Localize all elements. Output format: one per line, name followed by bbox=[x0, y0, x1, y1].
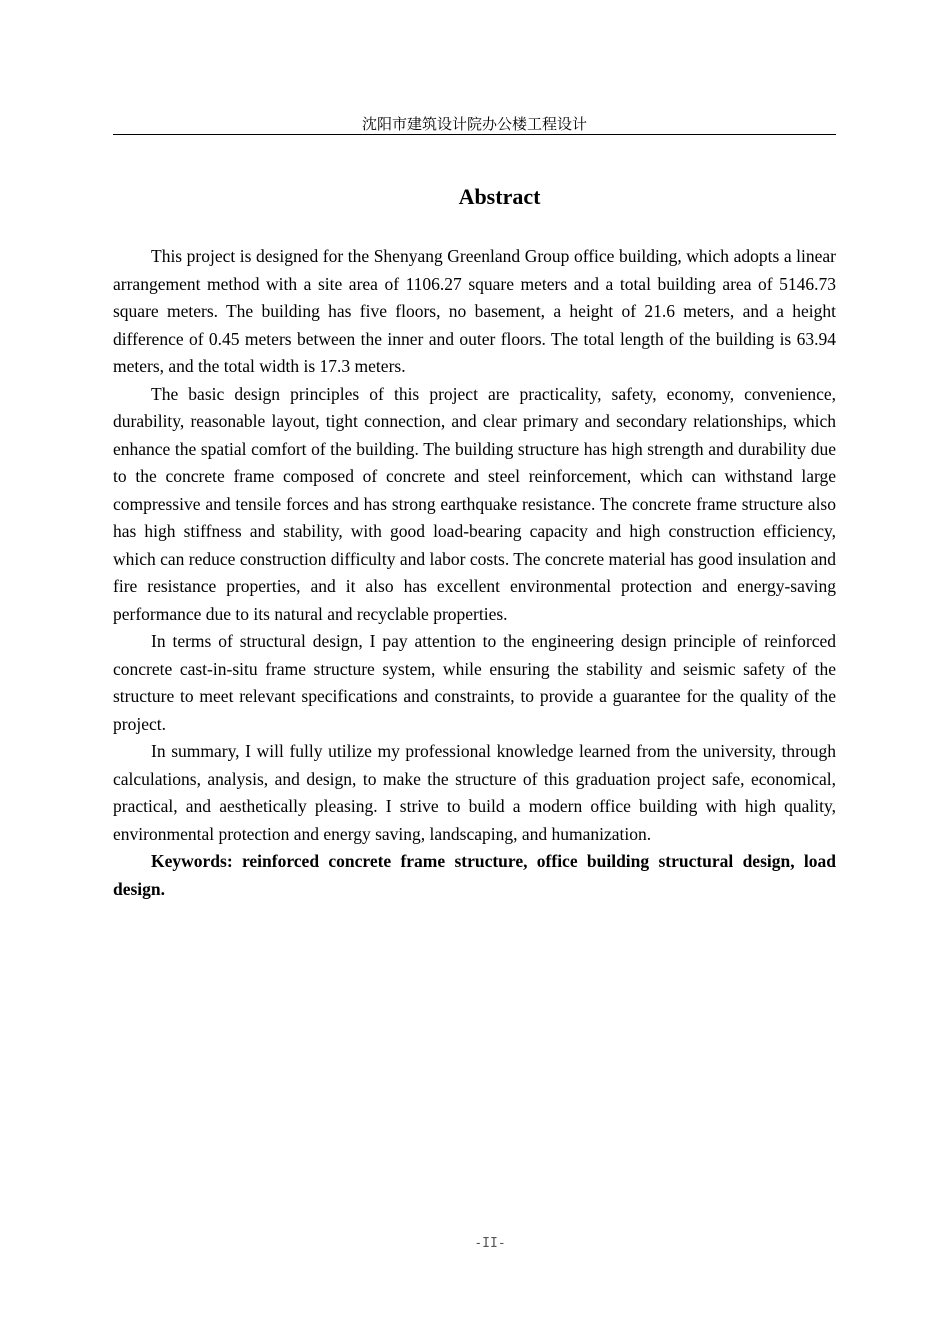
keywords: Keywords: reinforced concrete frame structure, office building structural design, load design. bbox=[113, 851, 836, 899]
abstract-paragraph: The basic design principles of this project are practicality, safety, economy, convenience, durability, reasonable layout, tight connection, and clear primary and secondary relationships, which enhance the spatial comfort of the building. The building structure has high strength and durability due to the concrete frame composed of concrete and steel reinforcement, which can withstand large compressive and tensile forces and has strong earthquake resistance. The concrete frame structure also has high stiffness and stability, with good load-bearing capacity and high construction efficiency, which can reduce construction difficulty and labor costs. The concrete material has good insulation and fire resistance properties, and it also has excellent environmental protection and energy-saving performance due to its natural and recyclable properties. bbox=[113, 383, 836, 624]
abstract-paragraph: In terms of structural design, I pay attention to the engineering design principle of reinforced concrete cast-in-situ frame structure system, while ensuring the stability and seismic safety of the structure to meet relevant specifications and constraints, to provide a guarantee for the quality of the project. bbox=[113, 631, 836, 734]
abstract-paragraph: This project is designed for the Shenyang Greenland Group office building, which adopts a linear arrangement method with a site area of 1106.27 square meters and a total building area of 5146.73 square meters. The building has five floors, no basement, a height of 21.6 meters, and a height difference of 0.45 meters between the inner and outer floors. The total length of the building is 63.94 meters, and the total width is 17.3 meters. bbox=[113, 246, 836, 376]
page-number: -II- bbox=[474, 1236, 506, 1251]
abstract-title: Abstract bbox=[458, 184, 541, 209]
running-header: 沈阳市建筑设计院办公楼工程设计 bbox=[361, 115, 587, 133]
abstract-paragraph: In summary, I will fully utilize my professional knowledge learned from the university, through calculations, analysis, and design, to make the structure of this graduation project safe, economical, practical, and aesthetically pleasing. I strive to build a modern office building with high quality, environmental protection and energy saving, landscaping, and humanization. bbox=[113, 741, 836, 844]
header-rule bbox=[113, 134, 836, 135]
abstract-body bbox=[113, 243, 836, 903]
